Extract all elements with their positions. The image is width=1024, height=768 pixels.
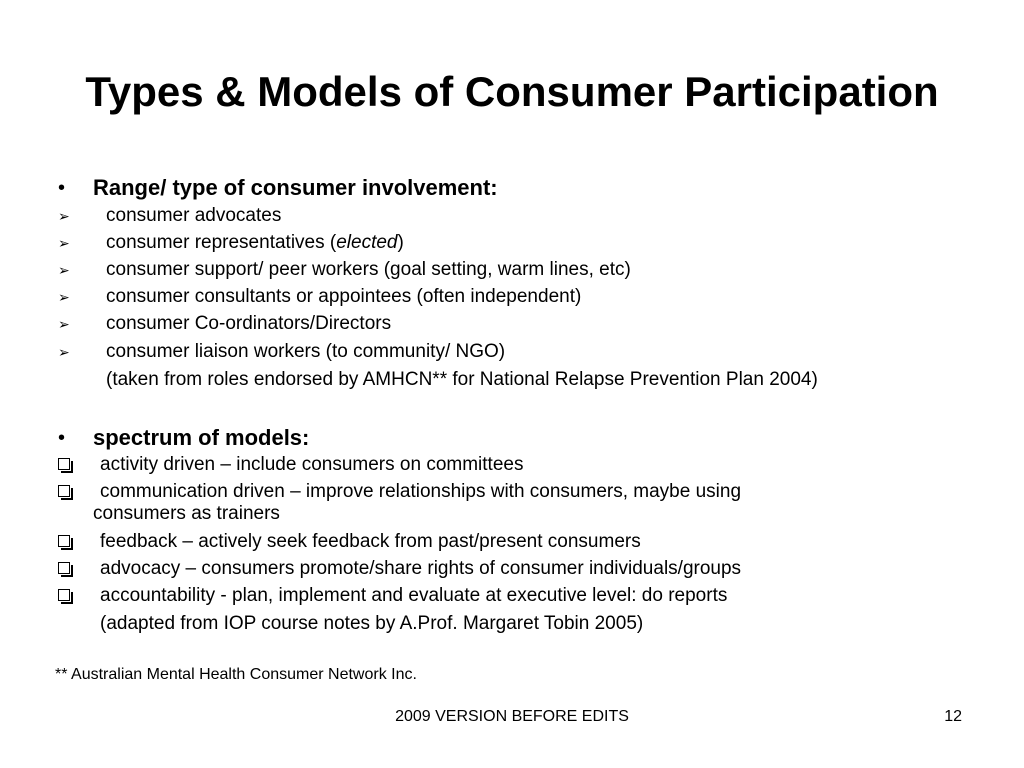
page-number: 12 [944,708,962,725]
arrow-bullet-icon: ➢ [58,289,70,305]
bullet-icon: • [58,427,66,449]
arrow-bullet-icon: ➢ [58,262,70,278]
italic-text: elected [336,232,398,253]
section-heading: spectrum of models: [93,425,310,450]
list-item-label: communication driven – improve relationships with consumers, maybe using [100,481,742,502]
checkbox-bullet-icon [58,485,70,497]
source-note: (adapted from IOP course notes by A.Prof. Margaret Tobin 2005) [100,613,644,634]
list-item-label: consumer advocates [106,205,282,226]
checkbox-bullet-icon [58,458,70,470]
list-item-label: feedback – actively seek feedback from past/present consumers [100,531,641,552]
arrow-bullet-icon: ➢ [58,344,70,360]
source-note: (taken from roles endorsed by AMHCN** for National Relapse Prevention Plan 2004) [106,369,818,390]
list-item-label: consumer representatives (elected) [106,232,404,253]
bullet-icon: • [58,177,66,199]
footnote: ** Australian Mental Health Consumer Network Inc. [55,666,417,683]
list-item-label: consumer support/ peer workers (goal setting, warm lines, etc) [106,259,631,280]
checkbox-bullet-icon [58,535,70,547]
section-heading: Range/ type of consumer involvement: [93,175,498,200]
list-item-label: consumer liaison workers (to community/ NGO) [106,341,506,362]
list-item-continuation: consumers as trainers [93,503,280,524]
slide-title: Types & Models of Consumer Participation [85,68,939,115]
list-item-label: consumer Co-ordinators/Directors [106,313,392,334]
list-item-label: advocacy – consumers promote/share rights of consumer individuals/groups [100,558,742,579]
arrow-bullet-icon: ➢ [58,208,70,224]
checkbox-bullet-icon [58,589,70,601]
list-item-label: accountability - plan, implement and evaluate at executive level: do reports [100,585,728,606]
footer-version: 2009 VERSION BEFORE EDITS [395,708,629,725]
checkbox-bullet-icon [58,562,70,574]
list-item-label: activity driven – include consumers on committees [100,454,524,475]
list-item-label: consumer consultants or appointees (often independent) [106,286,582,307]
arrow-bullet-icon: ➢ [58,316,70,332]
arrow-bullet-icon: ➢ [58,235,70,251]
